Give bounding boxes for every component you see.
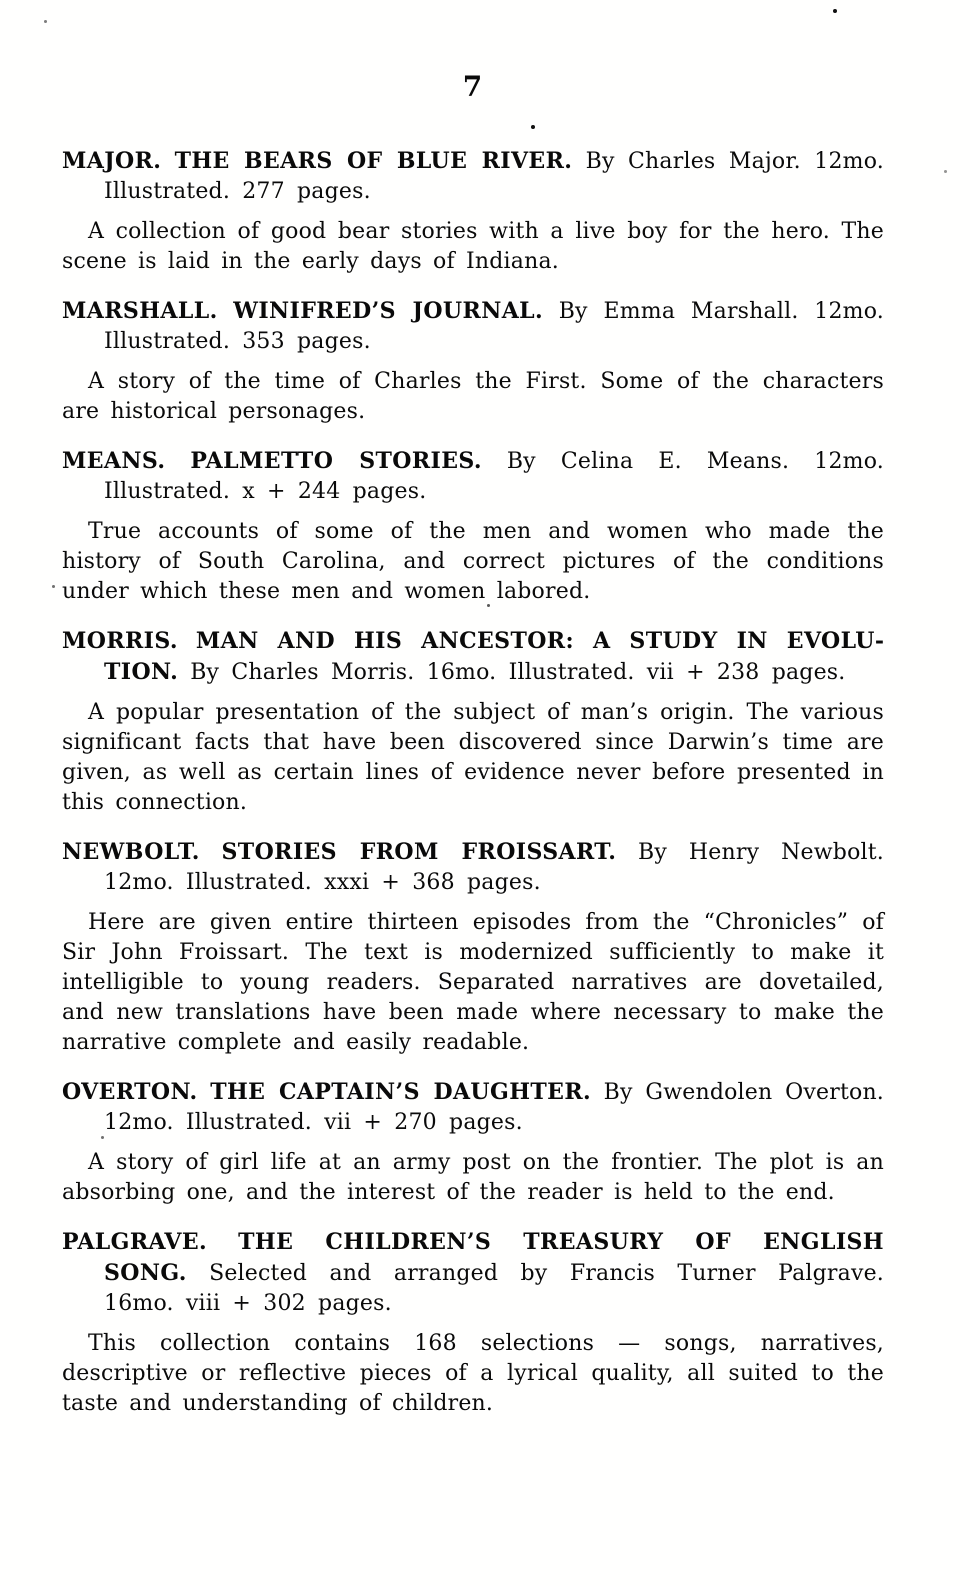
entry-heading [62, 446, 884, 507]
scan-speck [44, 20, 47, 23]
book-entry [62, 837, 884, 1058]
page-number: 7 [462, 70, 484, 103]
entry-author: MARSHALL. [62, 298, 218, 324]
entry-heading [62, 1077, 884, 1138]
entry-author: PALGRAVE. [62, 1229, 208, 1255]
entry-description: True accounts of some of the men and women who made the history of South Carolina, and correct pictures of the conditions under which these men and women labored. [62, 519, 884, 604]
entry-heading [62, 1227, 884, 1319]
entry-author: MAJOR. [62, 148, 162, 174]
scan-speck [52, 585, 55, 588]
entry-heading [62, 296, 884, 357]
entry-description: A story of the time of Charles the First. Some of the characters are historical personages. [62, 369, 884, 424]
book-entry [62, 1227, 884, 1419]
book-entry [62, 626, 884, 818]
entry-author: MEANS. [62, 448, 166, 474]
entry-publication-details: By Emma Marshall. 12mo. Illustrated. 353 pages. [104, 299, 884, 354]
entry-title: PALMETTO STORIES. [190, 448, 482, 474]
book-entry [62, 1077, 884, 1208]
entry-title: THE CHILDREN’S TREASURY OF ENGLISH SONG. [104, 1229, 884, 1286]
entry-title: THE CAPTAIN’S DAUGHTER. [210, 1079, 592, 1105]
entry-publication-details: By Charles Major. 12mo. Illustrated. 277 pages. [104, 149, 884, 204]
entry-author: OVERTON. [62, 1079, 198, 1105]
catalog-entries [62, 146, 884, 1419]
entry-publication-details: Selected and arranged by Francis Turner Palgrave. 16mo. viii + 302 pages. [104, 1261, 885, 1316]
entry-heading [62, 626, 884, 688]
book-entry [62, 296, 884, 427]
page-content [62, 0, 884, 1438]
entry-description: A popular presentation of the subject of man’s origin. The various significant facts that have been discovered since Darwin’s time are given, as well as certain lines of evidence never before presented in this connection. [62, 700, 884, 815]
entry-description: A collection of good bear stories with a live boy for the hero. The scene is laid in the early days of Indiana. [62, 219, 884, 274]
entry-title: THE BEARS OF BLUE RIVER. [174, 148, 573, 174]
entry-publication-details: By Charles Morris. 16mo. Illustrated. vii + 238 pages. [190, 660, 846, 685]
entry-publication-details: By Celina E. Means. 12mo. Illustrated. x + 244 pages. [104, 449, 884, 504]
entry-publication-details: By Henry Newbolt. 12mo. Illustrated. xxxi + 368 pages. [104, 840, 884, 895]
entry-heading [62, 146, 884, 207]
entry-title: MAN AND HIS ANCESTOR: A STUDY IN EVOLUTION. [104, 628, 884, 685]
entry-heading [62, 837, 884, 898]
book-entry [62, 146, 884, 277]
entry-author: MORRIS. [62, 628, 178, 654]
entry-description: A story of girl life at an army post on the frontier. The plot is an absorbing one, and the interest of the reader is held to the end. [62, 1150, 884, 1205]
entry-title: STORIES FROM FROISSART. [221, 839, 617, 865]
entry-publication-details: By Gwendolen Overton. 12mo. Illustrated. vii + 270 pages. [104, 1080, 885, 1135]
book-entry [62, 446, 884, 607]
scan-speck [944, 170, 947, 173]
entry-description: Here are given entire thirteen episodes from the “Chronicles” of Sir John Froissart. The text is modernized sufficiently to make it intelligible to young readers. Separated narratives are dovetailed, and new translations have been made where necessary to make the narrative complete and easily readable. [62, 910, 884, 1055]
entry-author: NEWBOLT. [62, 839, 200, 865]
entry-description: This collection contains 168 selections — songs, narratives, descriptive or reflective pieces of a lyrical quality, all suited to the taste and understanding of children. [62, 1331, 884, 1416]
entry-title: WINIFRED’S JOURNAL. [233, 298, 544, 324]
